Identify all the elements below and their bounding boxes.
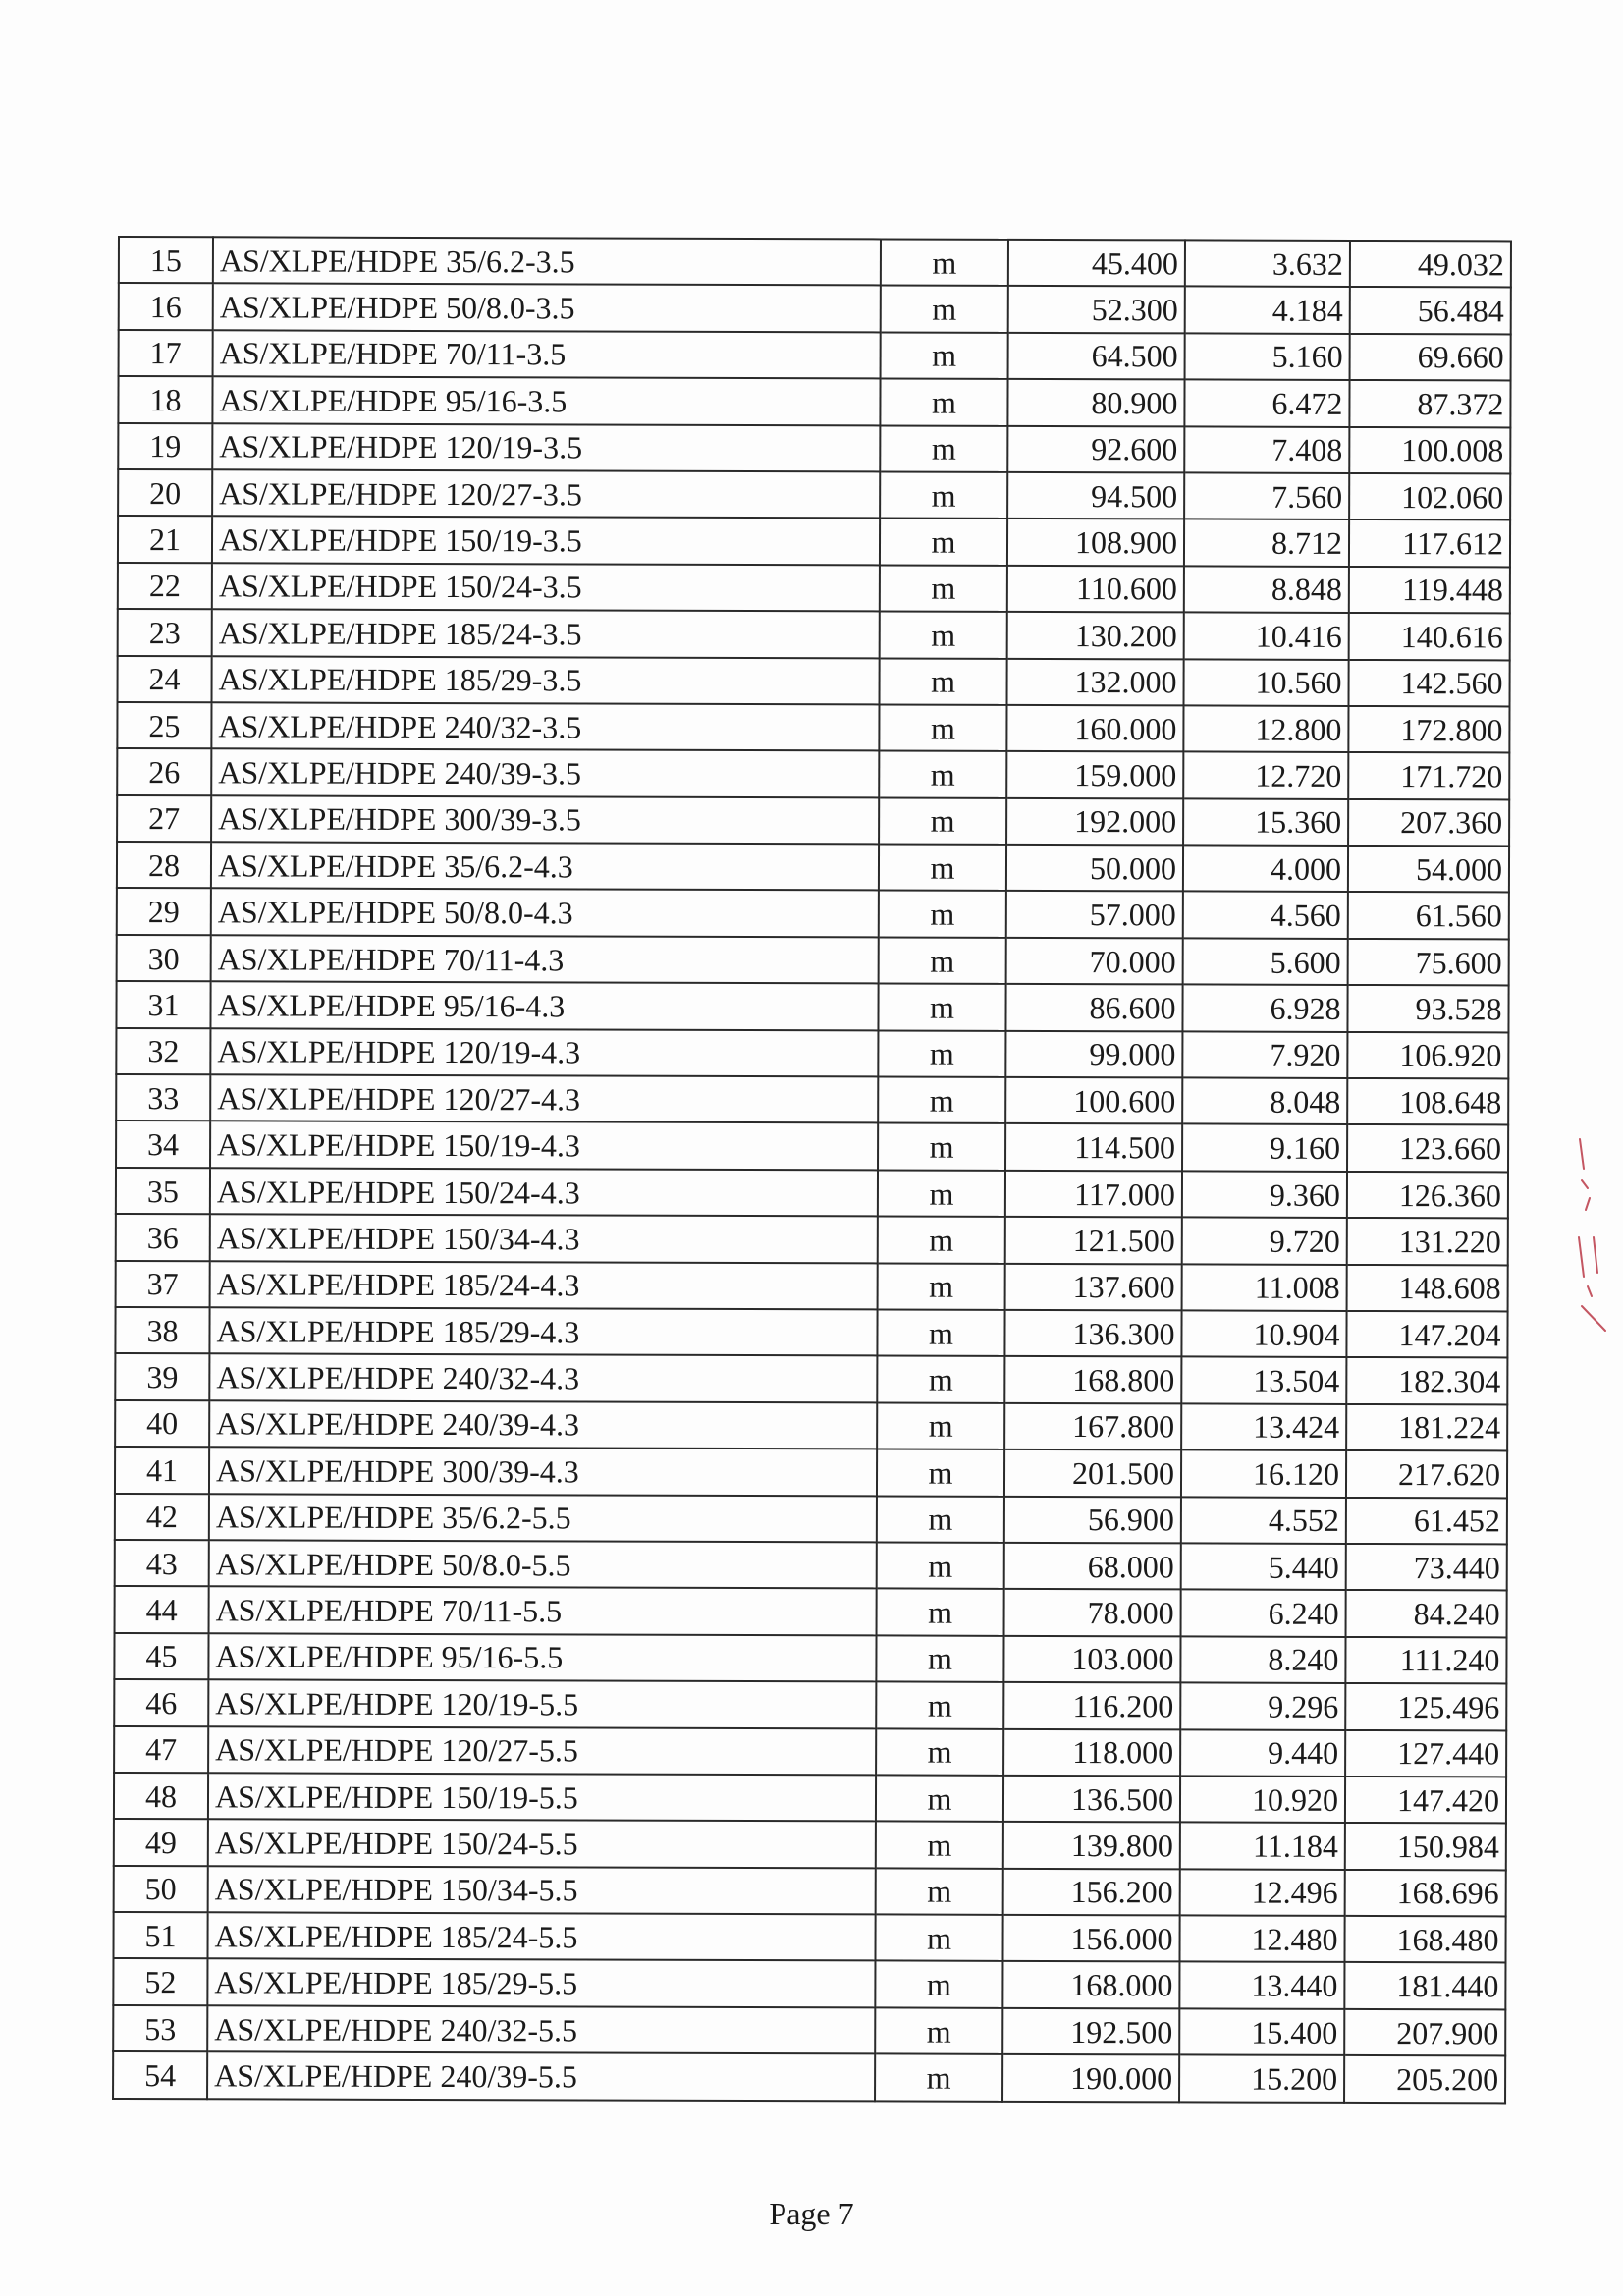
price-cell: 99.000	[1005, 1030, 1182, 1077]
description-cell: AS/XLPE/HDPE 50/8.0-4.3	[211, 889, 879, 938]
total-cell: 125.496	[1345, 1683, 1506, 1730]
price-cell: 64.500	[1008, 333, 1185, 380]
table-row	[115, 1400, 1507, 1451]
total-cell: 217.620	[1346, 1450, 1507, 1498]
vat-cell: 8.240	[1180, 1636, 1345, 1683]
unit-cell: m	[879, 797, 1006, 845]
total-cell: 131.220	[1347, 1218, 1508, 1265]
unit-cell: m	[879, 704, 1006, 751]
table-row	[113, 2005, 1505, 2056]
item-number-cell: 47	[114, 1725, 208, 1773]
vat-cell: 10.560	[1184, 659, 1349, 706]
unit-cell: m	[881, 332, 1008, 379]
unit-cell: m	[879, 937, 1006, 984]
table-row	[116, 981, 1508, 1032]
description-cell: AS/XLPE/HDPE 185/29-3.5	[212, 656, 880, 705]
total-cell: 126.360	[1347, 1172, 1508, 1219]
unit-cell: m	[881, 239, 1008, 286]
item-number-cell: 35	[116, 1168, 210, 1215]
price-cell: 86.600	[1005, 984, 1182, 1031]
table-row	[115, 1353, 1507, 1404]
unit-cell: m	[875, 2054, 1002, 2102]
table-row	[116, 1261, 1508, 1312]
description-cell: AS/XLPE/HDPE 300/39-4.3	[209, 1447, 877, 1496]
table-row	[116, 1214, 1508, 1265]
unit-cell: m	[876, 1775, 1003, 1822]
description-cell: AS/XLPE/HDPE 300/39-3.5	[211, 795, 879, 845]
description-cell: AS/XLPE/HDPE 120/19-4.3	[210, 1028, 878, 1077]
unit-cell: m	[875, 2007, 1002, 2054]
item-number-cell: 40	[115, 1400, 209, 1448]
description-cell: AS/XLPE/HDPE 185/24-3.5	[212, 609, 880, 658]
table-row	[115, 1540, 1507, 1591]
description-cell: AS/XLPE/HDPE 185/24-5.5	[207, 1912, 875, 1961]
vat-cell: 9.160	[1182, 1124, 1347, 1172]
table-row	[116, 1168, 1508, 1219]
vat-cell: 13.504	[1181, 1357, 1346, 1404]
item-number-cell: 54	[113, 2051, 207, 2099]
item-number-cell: 25	[117, 702, 211, 749]
price-cell: 110.600	[1007, 566, 1184, 613]
unit-cell: m	[879, 845, 1006, 892]
price-cell: 192.000	[1006, 798, 1183, 846]
unit-cell: m	[876, 1635, 1003, 1682]
item-number-cell: 42	[115, 1494, 209, 1541]
description-cell: AS/XLPE/HDPE 120/27-3.5	[212, 469, 880, 519]
table-row	[118, 423, 1510, 474]
description-cell: AS/XLPE/HDPE 240/32-3.5	[211, 702, 879, 751]
total-cell: 61.452	[1346, 1497, 1507, 1544]
item-number-cell: 19	[118, 423, 212, 470]
total-cell: 147.204	[1346, 1311, 1507, 1358]
total-cell: 61.560	[1348, 892, 1509, 939]
unit-cell: m	[878, 1030, 1005, 1077]
description-cell: AS/XLPE/HDPE 150/34-4.3	[210, 1215, 878, 1264]
item-number-cell: 52	[113, 1958, 207, 2005]
total-cell: 69.660	[1350, 334, 1511, 381]
vat-cell: 12.720	[1183, 752, 1348, 799]
total-cell: 123.660	[1347, 1124, 1508, 1172]
unit-cell: m	[880, 658, 1007, 705]
unit-cell: m	[876, 1822, 1003, 1869]
table-row	[117, 748, 1509, 799]
price-cell: 80.900	[1007, 379, 1184, 426]
item-number-cell: 38	[115, 1307, 209, 1354]
vat-cell: 5.160	[1185, 333, 1350, 380]
unit-cell: m	[878, 1263, 1005, 1310]
description-cell: AS/XLPE/HDPE 150/19-5.5	[208, 1773, 876, 1822]
unit-cell: m	[880, 379, 1007, 426]
description-cell: AS/XLPE/HDPE 95/16-4.3	[210, 982, 878, 1031]
unit-cell: m	[878, 1123, 1005, 1171]
description-cell: AS/XLPE/HDPE 95/16-5.5	[208, 1633, 876, 1682]
price-cell: 50.000	[1006, 845, 1183, 892]
item-number-cell: 36	[116, 1214, 210, 1261]
table-row	[115, 1307, 1507, 1358]
item-number-cell: 26	[117, 748, 211, 795]
item-number-cell: 16	[119, 283, 213, 330]
item-number-cell: 34	[116, 1121, 210, 1168]
total-cell: 172.800	[1348, 706, 1509, 753]
vat-cell: 5.440	[1181, 1543, 1346, 1590]
price-cell: 159.000	[1006, 751, 1183, 798]
item-number-cell: 44	[115, 1586, 209, 1633]
total-cell: 168.480	[1344, 1916, 1505, 1963]
total-cell: 148.608	[1347, 1265, 1508, 1312]
unit-cell: m	[876, 1868, 1003, 1915]
total-cell: 150.984	[1345, 1823, 1506, 1870]
unit-cell: m	[879, 751, 1006, 798]
table-row	[117, 888, 1509, 939]
unit-cell: m	[878, 1217, 1005, 1264]
item-number-cell: 27	[117, 795, 211, 843]
vat-cell: 10.416	[1184, 613, 1349, 660]
vat-cell: 3.632	[1185, 240, 1350, 287]
vat-cell: 4.560	[1183, 892, 1348, 939]
unit-cell: m	[880, 612, 1007, 659]
unit-cell: m	[880, 425, 1007, 472]
unit-cell: m	[876, 1682, 1003, 1729]
price-cell: 130.200	[1007, 612, 1184, 659]
description-cell: AS/XLPE/HDPE 70/11-4.3	[211, 935, 879, 984]
table-row	[114, 1773, 1506, 1824]
item-number-cell: 48	[114, 1773, 208, 1820]
description-cell: AS/XLPE/HDPE 120/19-5.5	[208, 1679, 876, 1728]
unit-cell: m	[880, 565, 1007, 612]
price-table-body	[113, 237, 1511, 2103]
price-cell: 190.000	[1002, 2054, 1179, 2102]
item-number-cell: 23	[118, 609, 212, 656]
unit-cell: m	[880, 519, 1007, 566]
description-cell: AS/XLPE/HDPE 240/32-5.5	[207, 2005, 875, 2054]
item-number-cell: 32	[116, 1028, 210, 1075]
table-row	[113, 1958, 1505, 2009]
price-cell: 70.000	[1006, 938, 1183, 985]
price-cell: 136.500	[1003, 1776, 1180, 1823]
price-cell: 121.500	[1005, 1217, 1182, 1264]
total-cell: 140.616	[1349, 613, 1510, 660]
description-cell: AS/XLPE/HDPE 35/6.2-3.5	[213, 237, 881, 286]
description-cell: AS/XLPE/HDPE 240/39-4.3	[209, 1400, 877, 1449]
description-cell: AS/XLPE/HDPE 35/6.2-4.3	[211, 842, 879, 891]
description-cell: AS/XLPE/HDPE 150/34-5.5	[208, 1866, 876, 1915]
table-row	[113, 1912, 1505, 1963]
vat-cell: 10.904	[1181, 1310, 1346, 1357]
total-cell: 106.920	[1347, 1032, 1508, 1079]
vat-cell: 12.496	[1180, 1869, 1345, 1916]
vat-cell: 13.440	[1179, 1962, 1344, 2009]
total-cell: 127.440	[1345, 1729, 1506, 1777]
description-cell: AS/XLPE/HDPE 150/19-3.5	[212, 517, 880, 566]
table-row	[114, 1866, 1506, 1917]
price-cell: 94.500	[1007, 472, 1184, 519]
price-cell: 168.000	[1002, 1961, 1179, 2008]
total-cell: 182.304	[1346, 1357, 1507, 1404]
description-cell: AS/XLPE/HDPE 95/16-3.5	[212, 376, 880, 425]
description-cell: AS/XLPE/HDPE 185/29-5.5	[207, 1959, 875, 2008]
vat-cell: 15.360	[1183, 798, 1348, 846]
item-number-cell: 46	[114, 1679, 208, 1726]
price-cell: 92.600	[1007, 425, 1184, 472]
item-number-cell: 21	[118, 516, 212, 563]
vat-cell: 16.120	[1181, 1450, 1346, 1498]
unit-cell: m	[877, 1309, 1004, 1356]
total-cell: 56.484	[1350, 287, 1511, 334]
unit-cell: m	[875, 1961, 1002, 2008]
description-cell: AS/XLPE/HDPE 150/24-3.5	[212, 563, 880, 612]
table-row	[119, 283, 1511, 334]
item-number-cell: 53	[113, 2005, 207, 2052]
vat-cell: 6.928	[1182, 985, 1347, 1032]
unit-cell: m	[877, 1542, 1004, 1589]
table-row	[114, 1725, 1506, 1777]
price-cell: 45.400	[1008, 240, 1185, 287]
description-cell: AS/XLPE/HDPE 120/27-4.3	[210, 1074, 878, 1123]
price-cell: 192.500	[1002, 2008, 1179, 2055]
price-cell: 56.900	[1004, 1496, 1181, 1543]
description-cell: AS/XLPE/HDPE 150/19-4.3	[210, 1121, 878, 1171]
description-cell: AS/XLPE/HDPE 70/11-3.5	[213, 330, 881, 379]
price-cell: 103.000	[1003, 1636, 1180, 1683]
table-row	[115, 1494, 1507, 1545]
price-cell: 201.500	[1004, 1449, 1181, 1497]
item-number-cell: 50	[114, 1866, 208, 1913]
total-cell: 147.420	[1345, 1777, 1506, 1824]
item-number-cell: 20	[118, 469, 212, 517]
item-number-cell: 45	[114, 1633, 208, 1680]
total-cell: 205.200	[1344, 2055, 1505, 2103]
price-cell: 57.000	[1006, 891, 1183, 938]
total-cell: 181.440	[1344, 1962, 1505, 2009]
unit-cell: m	[877, 1402, 1004, 1449]
item-number-cell: 39	[115, 1353, 209, 1400]
item-number-cell: 18	[118, 376, 212, 423]
total-cell: 207.900	[1344, 2009, 1505, 2056]
vat-cell: 13.424	[1181, 1403, 1346, 1450]
unit-cell: m	[875, 1914, 1002, 1961]
price-cell: 117.000	[1005, 1171, 1182, 1218]
total-cell: 49.032	[1350, 241, 1511, 288]
price-cell: 116.200	[1003, 1682, 1180, 1729]
total-cell: 75.600	[1348, 939, 1509, 986]
description-cell: AS/XLPE/HDPE 240/39-5.5	[207, 2052, 875, 2102]
total-cell: 111.240	[1345, 1637, 1506, 1684]
vat-cell: 11.008	[1182, 1264, 1347, 1311]
description-cell: AS/XLPE/HDPE 185/24-4.3	[210, 1261, 878, 1310]
item-number-cell: 17	[119, 330, 213, 377]
vat-cell: 8.712	[1184, 519, 1349, 567]
unit-cell: m	[877, 1496, 1004, 1543]
vat-cell: 9.360	[1182, 1171, 1347, 1218]
table-row	[118, 469, 1510, 520]
item-number-cell: 30	[117, 935, 211, 982]
page-number: Page 7	[769, 2196, 854, 2231]
price-cell: 156.000	[1002, 1915, 1179, 1962]
price-cell: 136.300	[1004, 1310, 1181, 1357]
total-cell: 171.720	[1348, 752, 1509, 799]
description-cell: AS/XLPE/HDPE 35/6.2-5.5	[209, 1494, 877, 1543]
table-row	[117, 842, 1509, 893]
price-cell: 114.500	[1005, 1123, 1182, 1171]
unit-cell: m	[877, 1449, 1004, 1497]
vat-cell: 4.184	[1185, 287, 1350, 334]
vat-cell: 7.408	[1184, 426, 1349, 473]
vat-cell: 15.200	[1179, 2055, 1344, 2103]
item-number-cell: 33	[116, 1074, 210, 1121]
table-row	[117, 935, 1509, 986]
vat-cell: 8.848	[1184, 566, 1349, 613]
table-row	[116, 1074, 1508, 1125]
table-row	[118, 656, 1510, 707]
item-number-cell: 49	[114, 1819, 208, 1866]
total-cell: 117.612	[1349, 519, 1510, 567]
price-cell: 139.800	[1003, 1822, 1180, 1869]
item-number-cell: 43	[115, 1540, 209, 1587]
table-row	[115, 1586, 1507, 1637]
table-row	[115, 1447, 1507, 1498]
table-row	[119, 330, 1511, 381]
price-cell: 118.000	[1003, 1728, 1180, 1776]
total-cell: 181.224	[1346, 1404, 1507, 1451]
price-cell: 78.000	[1004, 1589, 1181, 1636]
table-row	[117, 795, 1509, 847]
description-cell: AS/XLPE/HDPE 70/11-5.5	[209, 1587, 877, 1636]
description-cell: AS/XLPE/HDPE 50/8.0-3.5	[213, 284, 881, 333]
vat-cell: 15.400	[1179, 2008, 1344, 2055]
total-cell: 168.696	[1345, 1870, 1506, 1917]
vat-cell: 5.600	[1183, 938, 1348, 985]
table-row	[114, 1633, 1506, 1684]
item-number-cell: 15	[119, 237, 213, 284]
total-cell: 142.560	[1349, 659, 1510, 706]
vat-cell: 8.048	[1182, 1077, 1347, 1124]
total-cell: 207.360	[1348, 799, 1509, 847]
vat-cell: 12.800	[1183, 705, 1348, 752]
item-number-cell: 31	[116, 981, 210, 1028]
table-row	[116, 1028, 1508, 1079]
description-cell: AS/XLPE/HDPE 120/19-3.5	[212, 423, 880, 472]
description-cell: AS/XLPE/HDPE 120/27-5.5	[208, 1726, 876, 1776]
unit-cell: m	[878, 1076, 1005, 1123]
price-cell: 108.900	[1007, 519, 1184, 566]
item-number-cell: 51	[113, 1912, 207, 1959]
unit-cell: m	[879, 891, 1006, 938]
total-cell: 108.648	[1347, 1078, 1508, 1125]
vat-cell: 11.184	[1180, 1823, 1345, 1870]
item-number-cell: 22	[118, 563, 212, 610]
price-cell: 160.000	[1006, 705, 1183, 752]
vat-cell: 4.552	[1181, 1497, 1346, 1544]
price-table	[112, 236, 1512, 2104]
total-cell: 102.060	[1349, 473, 1510, 520]
unit-cell: m	[877, 1589, 1004, 1636]
total-cell: 93.528	[1347, 985, 1508, 1032]
table-row	[113, 2051, 1505, 2103]
vat-cell: 9.720	[1182, 1218, 1347, 1265]
description-cell: AS/XLPE/HDPE 150/24-5.5	[208, 1820, 876, 1869]
vat-cell: 9.296	[1180, 1683, 1345, 1730]
description-cell: AS/XLPE/HDPE 150/24-4.3	[210, 1168, 878, 1217]
price-cell: 100.600	[1005, 1077, 1182, 1124]
table-row	[114, 1819, 1506, 1870]
price-cell: 52.300	[1008, 286, 1185, 333]
unit-cell: m	[877, 1356, 1004, 1403]
vat-cell: 6.240	[1181, 1590, 1346, 1637]
price-cell: 68.000	[1004, 1543, 1181, 1590]
price-cell: 132.000	[1007, 658, 1184, 705]
vat-cell: 9.440	[1180, 1729, 1345, 1777]
vat-cell: 7.560	[1184, 472, 1349, 519]
total-cell: 119.448	[1349, 567, 1510, 614]
table-row	[118, 609, 1510, 660]
price-cell: 156.200	[1003, 1869, 1180, 1916]
unit-cell: m	[880, 471, 1007, 519]
item-number-cell: 29	[117, 888, 211, 935]
vat-cell: 4.000	[1183, 845, 1348, 892]
table-row	[118, 563, 1510, 614]
unit-cell: m	[878, 984, 1005, 1031]
table-row	[118, 516, 1510, 567]
table-row	[114, 1679, 1506, 1730]
price-cell: 137.600	[1005, 1263, 1182, 1310]
table-row	[116, 1121, 1508, 1172]
unit-cell: m	[878, 1170, 1005, 1217]
total-cell: 87.372	[1349, 380, 1510, 427]
vat-cell: 7.920	[1182, 1031, 1347, 1078]
vat-cell: 12.480	[1179, 1915, 1344, 1962]
table-row	[119, 237, 1511, 288]
price-cell: 167.800	[1004, 1403, 1181, 1450]
item-number-cell: 41	[115, 1447, 209, 1494]
total-cell: 100.008	[1349, 427, 1510, 474]
description-cell: AS/XLPE/HDPE 50/8.0-5.5	[209, 1540, 877, 1589]
description-cell: AS/XLPE/HDPE 240/39-3.5	[211, 749, 879, 798]
table-row	[118, 376, 1510, 427]
unit-cell: m	[876, 1728, 1003, 1776]
description-cell: AS/XLPE/HDPE 185/29-4.3	[209, 1307, 877, 1356]
vat-cell: 10.920	[1180, 1776, 1345, 1823]
table-row	[117, 702, 1509, 753]
stamp-mark-icon	[1576, 1129, 1609, 1336]
item-number-cell: 37	[116, 1261, 210, 1308]
item-number-cell: 24	[118, 656, 212, 703]
description-cell: AS/XLPE/HDPE 240/32-4.3	[209, 1354, 877, 1403]
price-cell: 168.800	[1004, 1356, 1181, 1403]
unit-cell: m	[881, 286, 1008, 333]
item-number-cell: 28	[117, 842, 211, 889]
total-cell: 84.240	[1346, 1590, 1507, 1637]
vat-cell: 6.472	[1184, 380, 1349, 427]
total-cell: 73.440	[1346, 1544, 1507, 1591]
total-cell: 54.000	[1348, 846, 1509, 893]
